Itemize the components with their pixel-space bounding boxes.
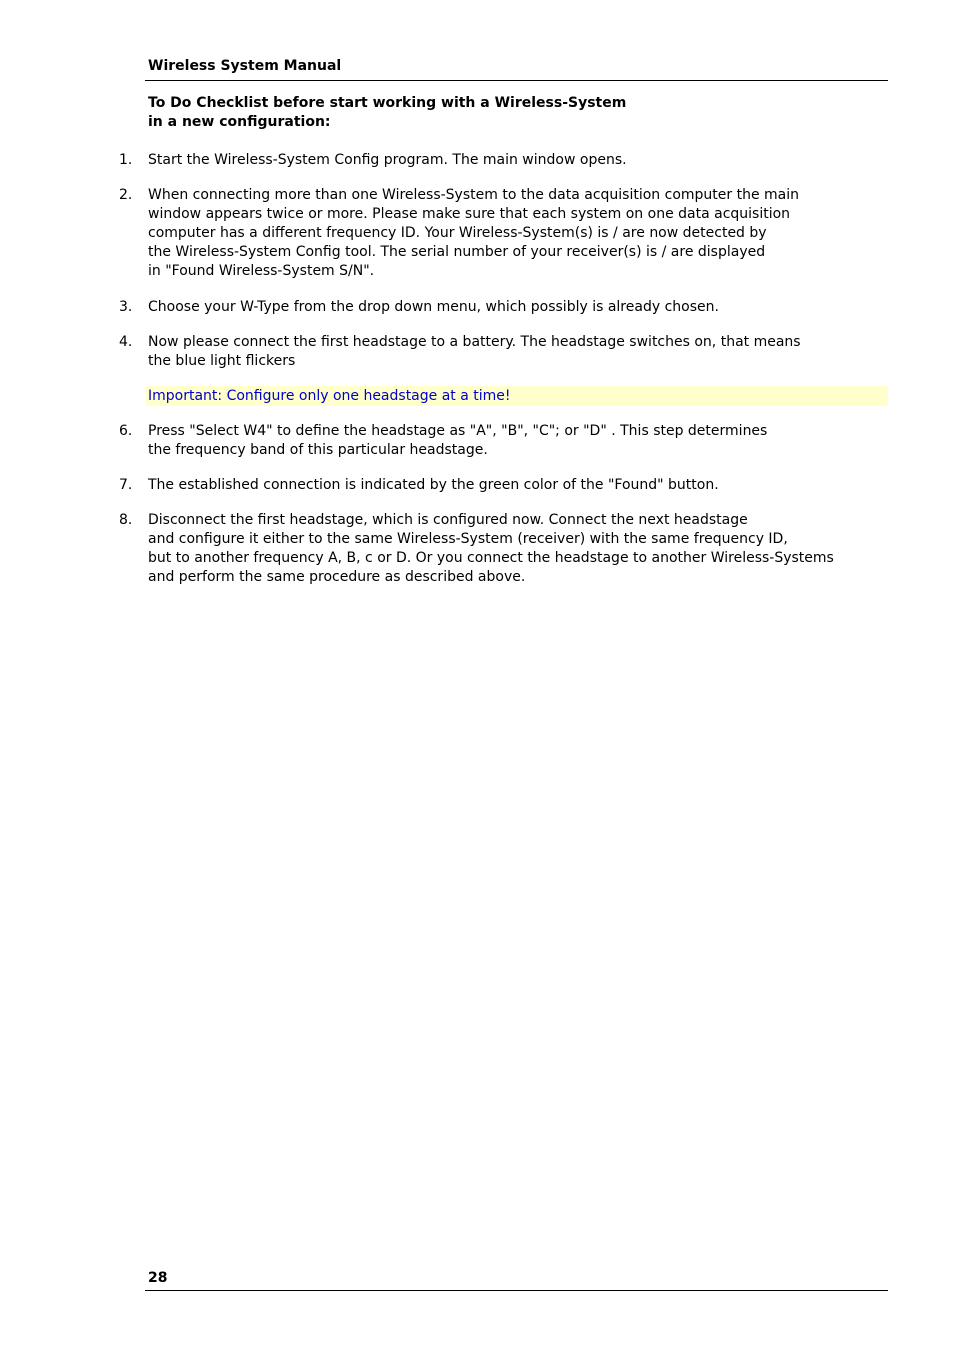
item-line: Start the Wireless-System Config program. The main window opens. [148, 152, 627, 168]
item-line: and perform the same procedure as described above. [148, 569, 526, 585]
section-heading-line: in a new configuration: [148, 114, 331, 130]
item-number: 4. [119, 334, 133, 350]
item-line: The established connection is indicated by the green color of the "Found" button. [148, 477, 719, 493]
item-number: 2. [119, 187, 133, 203]
footer-divider [145, 1290, 888, 1291]
item-line: the Wireless-System Config tool. The serial number of your receiver(s) is / are displayed [148, 244, 766, 260]
important-note: Important: Configure only one headstage at a time! [146, 386, 888, 406]
item-line: Disconnect the first headstage, which is configured now. Connect the next headstage [148, 512, 748, 528]
item-line: Now please connect the first headstage to a battery. The headstage switches on, that means [148, 334, 801, 350]
page-number: 28 [148, 1270, 168, 1286]
item-number: 7. [119, 477, 133, 493]
section-heading-line: To Do Checklist before start working with a Wireless-System [148, 95, 627, 111]
item-text [148, 476, 888, 495]
item-number: 6. [119, 423, 133, 439]
header-divider [145, 80, 888, 81]
item-text [148, 422, 888, 460]
item-text [148, 186, 888, 281]
item-line: in "Found Wireless-System S/N". [148, 263, 375, 279]
item-line: and configure it either to the same Wireless-System (receiver) with the same frequency ID, [148, 531, 788, 547]
item-line: but to another frequency A, B, c or D. Or you connect the headstage to another Wireless-Systems [148, 550, 834, 566]
item-number: 1. [119, 152, 133, 168]
running-header-title: Wireless System Manual [148, 58, 342, 74]
item-line: Press "Select W4" to define the headstage as "A", "B", "C"; or "D" . This step determines [148, 423, 768, 439]
item-line: Choose your W-Type from the drop down menu, which possibly is already chosen. [148, 299, 719, 315]
item-line: window appears twice or more. Please make sure that each system on one data acquisition [148, 206, 791, 222]
item-number: 3. [119, 299, 133, 315]
item-text [148, 333, 888, 371]
item-line: When connecting more than one Wireless-System to the data acquisition computer the main [148, 187, 799, 203]
item-line: the blue light flickers [148, 353, 296, 369]
item-line: the frequency band of this particular headstage. [148, 442, 488, 458]
item-text [148, 151, 888, 170]
item-line: computer has a different frequency ID. Your Wireless-System(s) is / are now detected by [148, 225, 767, 241]
item-text [148, 511, 888, 587]
item-number: 8. [119, 512, 133, 528]
section-heading [148, 94, 626, 132]
item-text [148, 298, 888, 317]
